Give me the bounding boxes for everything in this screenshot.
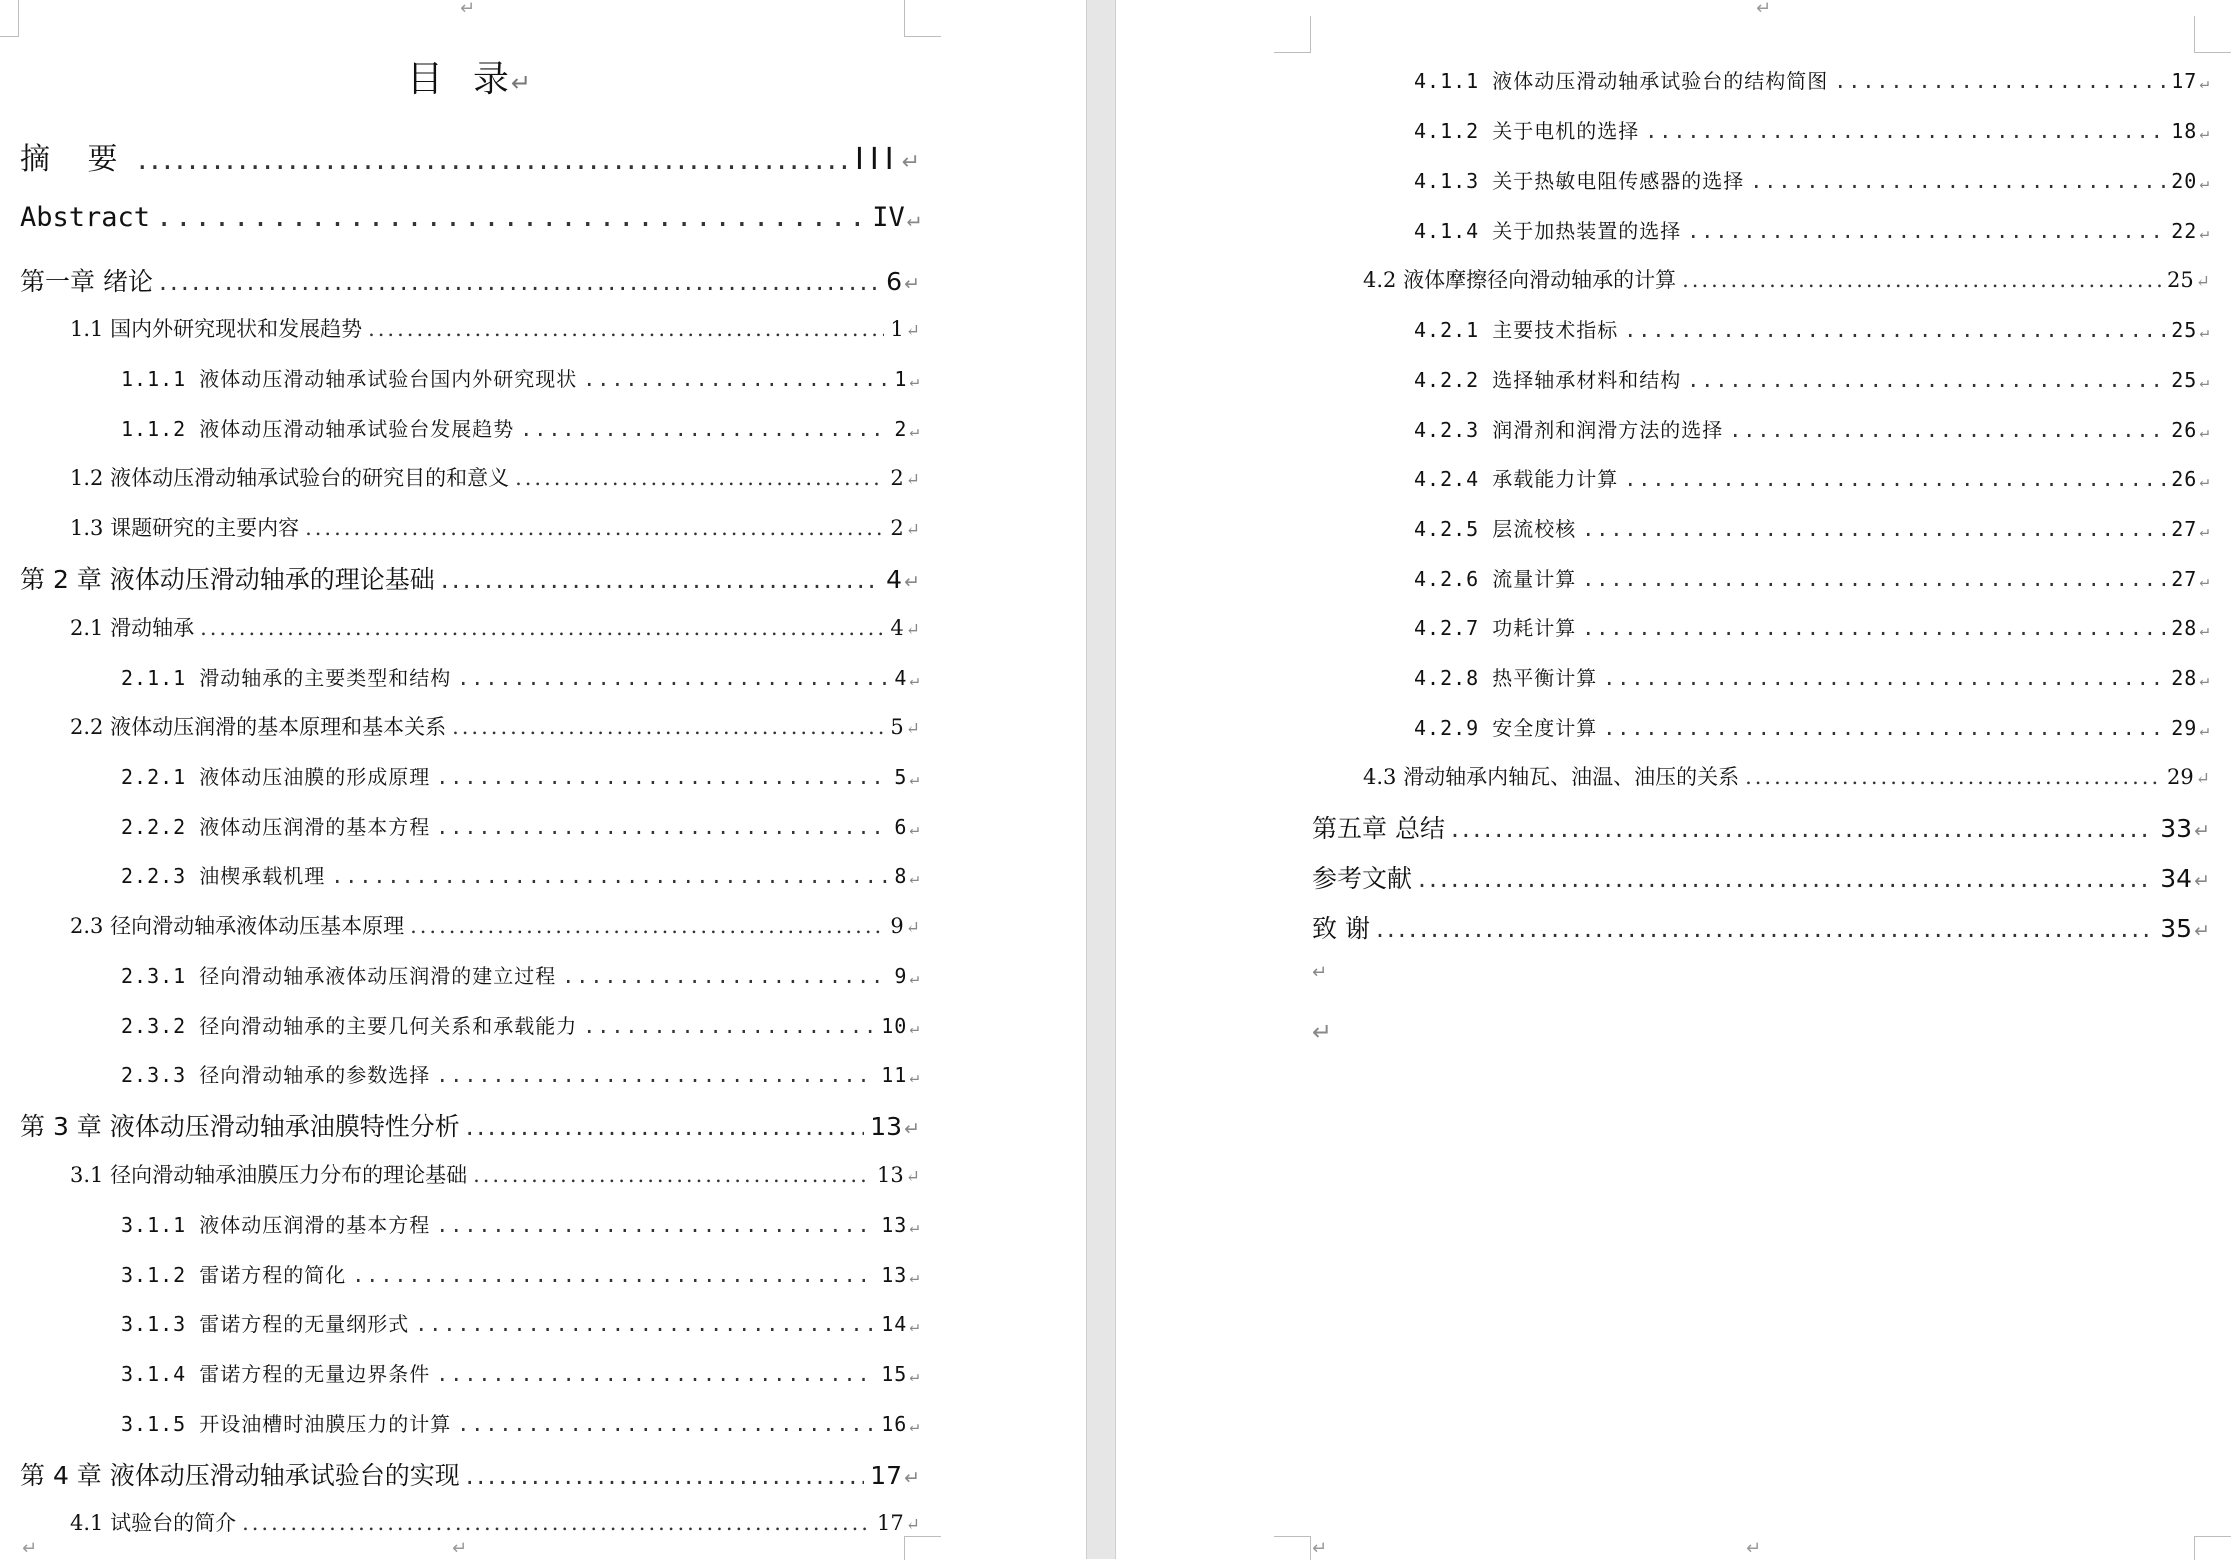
toc-entry-label: 第 2 章 液体动压滑动轴承的理论基础 [20, 565, 435, 594]
toc-page-number: 20 [2171, 169, 2198, 193]
toc-entry-chapter[interactable] [1312, 859, 2210, 895]
toc-page-number: 29 [2171, 716, 2198, 740]
toc-leader [583, 367, 888, 391]
paragraph-mark: ↵ [905, 719, 920, 739]
toc-entry-subsection[interactable] [121, 662, 920, 691]
toc-entry-subsection[interactable] [1414, 563, 2210, 592]
paragraph-mark: ↵ [909, 1416, 920, 1435]
toc-entry-subsection[interactable] [121, 1358, 920, 1387]
toc-entry-label: 2.3.1 径向滑动轴承液体动压润滑的建立过程 [121, 964, 557, 988]
paragraph-mark: ↵ [2199, 223, 2210, 242]
paragraph-mark: ↵ [2199, 620, 2210, 639]
paragraph-mark: ↵ [909, 868, 920, 887]
paragraph-mark: ↵ [452, 1538, 468, 1559]
toc-entry-subsection[interactable] [1414, 463, 2210, 492]
paragraph-mark: ↵ [909, 1018, 920, 1037]
toc-leader [436, 765, 888, 789]
toc-leader [1376, 914, 2154, 943]
paragraph-mark: ↵ [2195, 272, 2210, 292]
toc-entry-label: 3.1.5 开设油槽时油膜压力的计算 [121, 1412, 452, 1436]
toc-entry-label: 2.3.2 径向滑动轴承的主要几何关系和承载能力 [121, 1014, 578, 1038]
toc-page-number: 27 [2171, 517, 2198, 541]
paragraph-mark: ↵ [2194, 820, 2210, 842]
toc-leader [1603, 666, 2165, 690]
toc-entry-label: 4.2.8 热平衡计算 [1414, 666, 1598, 690]
toc-leader [1624, 318, 2165, 342]
toc-entry-label: 2.3 径向滑动轴承液体动压基本原理 [70, 914, 405, 938]
paragraph-mark: ↵ [2199, 173, 2210, 192]
toc-entry-chapter[interactable] [20, 1456, 920, 1492]
toc-page-number: 28 [2171, 666, 2198, 690]
toc-page-number: 29 [2167, 765, 2194, 789]
toc-entry-label: 4.1.4 关于加热装置的选择 [1414, 219, 1682, 243]
toc-page-number: 33 [2160, 814, 2193, 843]
paragraph-mark: ↵ [1312, 962, 1328, 983]
toc-entry-label: 4.2.6 流量计算 [1414, 567, 1577, 591]
paragraph-mark: ↵ [905, 918, 920, 938]
paragraph-mark: ↵ [909, 819, 920, 838]
paragraph-mark: ↵ [1312, 1538, 1328, 1559]
crop-mark [0, 0, 19, 37]
paragraph-mark: ↵ [2199, 571, 2210, 590]
toc-entry-subsection[interactable] [1414, 414, 2210, 443]
toc-entry-label: 第一章 绪论 [20, 267, 153, 296]
toc-entry-subsection[interactable] [121, 1010, 920, 1039]
toc-leader [1682, 268, 2161, 292]
toc-leader [410, 914, 884, 938]
paragraph-mark: ↵ [905, 321, 920, 341]
toc-title-char: 录 [472, 59, 511, 100]
paragraph-mark: ↵ [905, 470, 920, 490]
toc-page-number: 28 [2171, 616, 2198, 640]
toc-entry-label: 2.2.3 油楔承载机理 [121, 864, 326, 888]
toc-page-number: 26 [2171, 418, 2198, 442]
toc-leader [583, 1014, 875, 1038]
toc-entry-section[interactable] [70, 910, 920, 940]
toc-entry-subsection[interactable] [1414, 513, 2210, 542]
toc-leader [1603, 716, 2165, 740]
toc-page-number: 2 [890, 466, 904, 490]
toc-entry-label: 4.1.3 关于热敏电阻传感器的选择 [1414, 169, 1745, 193]
paragraph-mark: ↵ [909, 1267, 920, 1286]
paragraph-mark: ↵ [909, 371, 920, 390]
toc-entry-chapter[interactable] [20, 262, 920, 298]
toc-page-number: III [855, 142, 900, 177]
toc-entry-label: 2.2 液体动压润滑的基本原理和基本关系 [70, 715, 447, 739]
toc-leader [1451, 814, 2154, 843]
toc-entry-label: 4.1.1 液体动压滑动轴承试验台的结构简图 [1414, 69, 1829, 93]
paragraph-mark: ↵ [2199, 521, 2210, 540]
paragraph-mark: ↵ [909, 968, 920, 987]
toc-leader [1624, 467, 2165, 491]
toc-page-number: 6 [886, 267, 903, 296]
toc-entry-subsection[interactable] [121, 1408, 920, 1437]
paragraph-mark: ↵ [2199, 322, 2210, 341]
toc-leader [515, 466, 884, 490]
toc-page-right [1116, 0, 2237, 1559]
toc-leader [1745, 765, 2161, 789]
toc-leader [1729, 418, 2165, 442]
toc-entry-label: 3.1.2 雷诺方程的简化 [121, 1263, 347, 1287]
toc-entry-label: Abstract [20, 202, 151, 233]
toc-page-number: 4 [894, 666, 908, 690]
crop-mark [2194, 16, 2231, 53]
toc-leader [520, 417, 888, 441]
toc-page-number: 25 [2171, 318, 2198, 342]
toc-entry-subsection[interactable] [121, 1308, 920, 1337]
toc-entry[interactable] [20, 134, 920, 178]
toc-entry-label: 参考文献 [1312, 864, 1413, 893]
toc-leader [352, 1263, 875, 1287]
paragraph-mark: ↵ [909, 421, 920, 440]
crop-mark [2194, 1536, 2231, 1560]
toc-page-number: 10 [881, 1014, 908, 1038]
toc-leader [1582, 616, 2165, 640]
toc-page-number: 14 [881, 1312, 908, 1336]
toc-page-number: 35 [2160, 914, 2193, 943]
toc-entry-subsection[interactable] [1414, 65, 2210, 94]
paragraph-mark: ↵ [2199, 372, 2210, 391]
toc-entry-section[interactable] [1363, 264, 2210, 294]
toc-page-number: 2 [894, 417, 908, 441]
toc-entry-chapter[interactable] [1312, 909, 2210, 945]
toc-page-number: 16 [881, 1412, 908, 1436]
paragraph-mark: ↵ [904, 273, 920, 295]
toc-entry-label: 1.1.2 液体动压滑动轴承试验台发展趋势 [121, 417, 515, 441]
toc-page-number: 26 [2171, 467, 2198, 491]
toc-entry-label: 4.2 液体摩擦径向滑动轴承的计算 [1363, 268, 1677, 292]
paragraph-mark: ↵ [909, 769, 920, 788]
paragraph-mark: ↵ [22, 1538, 38, 1559]
toc-entry-label: 3.1.3 雷诺方程的无量纲形式 [121, 1312, 410, 1336]
toc-entry-label: 4.1.2 关于电机的选择 [1414, 119, 1640, 143]
toc-page-number: 4 [886, 565, 903, 594]
paragraph-mark: ↵ [2199, 123, 2210, 142]
toc-entry-label: 第 4 章 液体动压滑动轴承试验台的实现 [20, 1461, 460, 1490]
toc-leader [466, 1461, 865, 1490]
toc-leader [1750, 169, 2165, 193]
toc-leader [473, 1163, 871, 1187]
toc-entry-label: 第 3 章 液体动压滑动轴承油膜特性分析 [20, 1112, 460, 1141]
paragraph-mark: ↵ [2199, 471, 2210, 490]
toc-entry-section[interactable] [70, 1507, 920, 1537]
toc-leader [457, 666, 888, 690]
toc-entry-subsection[interactable] [1414, 314, 2210, 343]
toc-entry-label: 4.2.2 选择轴承材料和结构 [1414, 368, 1682, 392]
toc-entry-section[interactable] [70, 711, 920, 741]
toc-leader [1834, 69, 2165, 93]
paragraph-mark: ↵ [904, 571, 920, 593]
paragraph-mark: ↵ [1756, 0, 1772, 19]
toc-entry-subsection[interactable] [121, 413, 920, 442]
toc-leader [436, 1063, 875, 1087]
toc-entry-section[interactable] [70, 612, 920, 642]
toc-page-number: 25 [2171, 368, 2198, 392]
toc-page-number: 17 [2171, 69, 2198, 93]
toc-leader [156, 202, 866, 233]
toc-entry-label: 第五章 总结 [1312, 814, 1445, 843]
toc-entry-subsection[interactable] [1414, 215, 2210, 244]
crop-mark [1274, 1536, 1311, 1560]
toc-page-number: 27 [2171, 567, 2198, 591]
toc-page-number: IV [872, 202, 905, 233]
toc-entry-subsection[interactable] [121, 1259, 920, 1288]
paragraph-mark: ↵ [905, 620, 920, 640]
paragraph-mark: ↵ [909, 1366, 920, 1385]
toc-entry-label: 3.1.4 雷诺方程的无量边界条件 [121, 1362, 431, 1386]
toc-leader [466, 1112, 865, 1141]
toc-page-number: 4 [890, 616, 904, 640]
paragraph-mark: ↵ [901, 150, 920, 175]
toc-entry-subsection[interactable] [121, 1209, 920, 1238]
toc-entry-label: 致 谢 [1312, 914, 1370, 943]
toc-page-number: 2 [890, 516, 904, 540]
toc-entry-subsection[interactable] [1414, 115, 2210, 144]
toc-entry-chapter[interactable] [20, 1107, 920, 1143]
toc-entry-section[interactable] [1363, 761, 2210, 791]
toc-leader [200, 616, 884, 640]
toc-page-number: 6 [894, 815, 908, 839]
toc-entry-subsection[interactable] [1414, 712, 2210, 741]
toc-entry-label: 1.3 课题研究的主要内容 [70, 516, 300, 540]
paragraph-mark: ↵ [2199, 73, 2210, 92]
paragraph-mark: ↵ [2194, 870, 2210, 892]
toc-leader [1687, 219, 2165, 243]
toc-page-number: 13 [877, 1163, 904, 1187]
toc-page-number: 11 [881, 1063, 908, 1087]
paragraph-mark: ↵ [2195, 769, 2210, 789]
toc-page-left [0, 0, 1086, 1559]
toc-entry-label: 4.2.4 承载能力计算 [1414, 467, 1619, 491]
toc-page-number: 8 [894, 864, 908, 888]
toc-title-char: 目 [406, 59, 445, 100]
toc-leader [138, 142, 849, 177]
toc-leader [1582, 567, 2165, 591]
toc-entry-label: 3.1 径向滑动轴承油膜压力分布的理论基础 [70, 1163, 468, 1187]
toc-entry[interactable] [20, 202, 920, 233]
paragraph-mark: ↵ [2194, 920, 2210, 942]
toc-page-number: 13 [881, 1263, 908, 1287]
toc-leader [441, 565, 880, 594]
toc-leader [436, 1213, 875, 1237]
paragraph-mark: ↵ [1312, 1018, 1333, 1046]
toc-entry-subsection[interactable] [121, 363, 920, 392]
toc-entry-label: 3.1.1 液体动压润滑的基本方程 [121, 1213, 431, 1237]
toc-entry-subsection[interactable] [121, 811, 920, 840]
paragraph-mark: ↵ [1746, 1538, 1762, 1559]
paragraph-mark: ↵ [905, 520, 920, 540]
toc-entry-section[interactable] [70, 313, 920, 343]
toc-leader [452, 715, 884, 739]
toc-page-number: 15 [881, 1362, 908, 1386]
page-gutter [1086, 0, 1116, 1559]
toc-entry-label: 4.2.3 润滑剂和润滑方法的选择 [1414, 418, 1724, 442]
toc-page-number: 13 [870, 1112, 903, 1141]
toc-entry-chapter[interactable] [1312, 809, 2210, 845]
paragraph-mark: ↵ [2199, 720, 2210, 739]
toc-entry-label: 2.1.1 滑动轴承的主要类型和结构 [121, 666, 452, 690]
toc-page-number: 5 [894, 765, 908, 789]
toc-entry-subsection[interactable] [121, 761, 920, 790]
paragraph-mark: ↵ [905, 1167, 920, 1187]
toc-leader [562, 964, 888, 988]
toc-entry-subsection[interactable] [1414, 612, 2210, 641]
paragraph-mark: ↵ [909, 670, 920, 689]
toc-entry-label: 4.3 滑动轴承内轴瓦、油温、油压的关系 [1363, 765, 1740, 789]
toc-leader [331, 864, 888, 888]
toc-entry-label: 摘 要 [20, 142, 132, 177]
paragraph-mark: ↵ [904, 1118, 920, 1140]
toc-entry-label: 1.1 国内外研究现状和发展趋势 [70, 317, 363, 341]
paragraph-mark: ↵ [460, 0, 476, 19]
toc-entry-label: 2.2.2 液体动压润滑的基本方程 [121, 815, 431, 839]
toc-leader [368, 317, 884, 341]
toc-page-number: 17 [870, 1461, 903, 1490]
toc-page-number: 17 [877, 1511, 904, 1535]
paragraph-mark: ↵ [906, 207, 920, 232]
paragraph-mark: ↵ [905, 1515, 920, 1535]
toc-entry-label: 2.2.1 液体动压油膜的形成原理 [121, 765, 431, 789]
toc-leader [415, 1312, 875, 1336]
toc-entry-chapter[interactable] [20, 560, 920, 596]
crop-mark [1274, 16, 1311, 53]
toc-leader [1645, 119, 2165, 143]
toc-page-number: 22 [2171, 219, 2198, 243]
toc-page-number: 13 [881, 1213, 908, 1237]
paragraph-mark: ↵ [909, 1316, 920, 1335]
toc-entry-label: 4.2.7 功耗计算 [1414, 616, 1577, 640]
toc-entry-subsection[interactable] [121, 960, 920, 989]
toc-entry-subsection[interactable] [1414, 662, 2210, 691]
toc-entry-subsection[interactable] [121, 1059, 920, 1088]
toc-leader [305, 516, 884, 540]
toc-entry-subsection[interactable] [1414, 364, 2210, 393]
toc-leader [1687, 368, 2165, 392]
toc-leader [242, 1511, 871, 1535]
toc-leader [436, 815, 888, 839]
toc-leader [1582, 517, 2165, 541]
toc-entry-label: 4.2.1 主要技术指标 [1414, 318, 1619, 342]
toc-entry-label: 2.3.3 径向滑动轴承的参数选择 [121, 1063, 431, 1087]
toc-leader [457, 1412, 875, 1436]
toc-page-number: 9 [890, 914, 904, 938]
toc-leader [436, 1362, 875, 1386]
paragraph-mark: ↵ [909, 1067, 920, 1086]
toc-leader [1418, 864, 2154, 893]
toc-page-number: 1 [894, 367, 908, 391]
toc-entry-label: 1.2 液体动压滑动轴承试验台的研究目的和意义 [70, 466, 510, 490]
toc-entry-section[interactable] [70, 1159, 920, 1189]
toc-entry-section[interactable] [70, 462, 920, 492]
toc-entry-subsection[interactable] [1414, 165, 2210, 194]
toc-entry-section[interactable] [70, 512, 920, 542]
toc-title [0, 58, 940, 101]
toc-entry-label: 4.1 试验台的简介 [70, 1511, 237, 1535]
crop-mark [904, 0, 941, 37]
toc-entry-subsection[interactable] [121, 860, 920, 889]
toc-entry-label: 4.2.5 层流校核 [1414, 517, 1577, 541]
crop-mark [904, 1536, 941, 1560]
paragraph-mark: ↵ [904, 1467, 920, 1489]
paragraph-mark: ↵ [510, 69, 534, 97]
toc-entry-label: 2.1 滑动轴承 [70, 616, 195, 640]
toc-leader [159, 267, 880, 296]
paragraph-mark: ↵ [2199, 670, 2210, 689]
paragraph-mark: ↵ [909, 1217, 920, 1236]
toc-page-number: 34 [2160, 864, 2193, 893]
toc-entry-label: 4.2.9 安全度计算 [1414, 716, 1598, 740]
paragraph-mark: ↵ [2199, 422, 2210, 441]
toc-page-number: 25 [2167, 268, 2194, 292]
toc-page-number: 9 [894, 964, 908, 988]
toc-page-number: 18 [2171, 119, 2198, 143]
toc-entry-label: 1.1.1 液体动压滑动轴承试验台国内外研究现状 [121, 367, 578, 391]
toc-page-number: 1 [890, 317, 904, 341]
toc-page-number: 5 [890, 715, 904, 739]
